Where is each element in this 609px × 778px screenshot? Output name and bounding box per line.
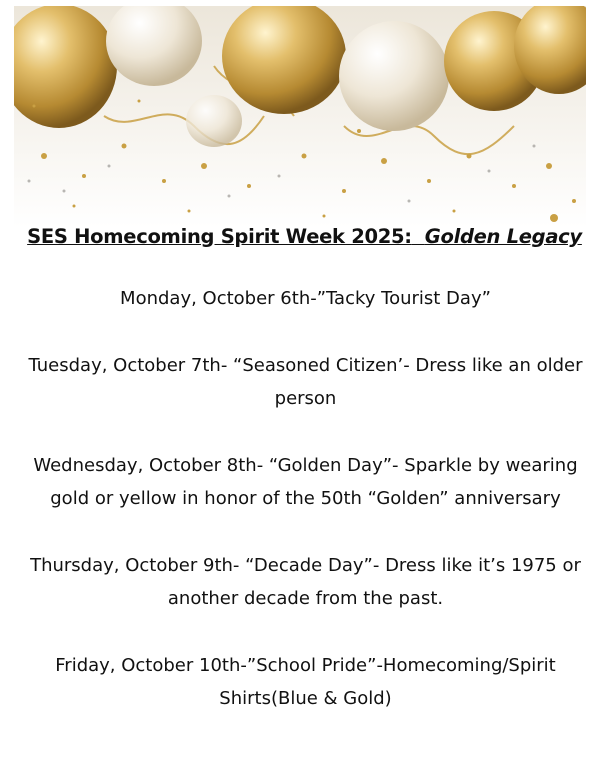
schedule-day-friday: Friday, October 10th-”School Pride”-Homecoming/Spirit Shirts(Blue & Gold) — [55, 655, 556, 709]
schedule-day-monday: Monday, October 6th-”Tacky Tourist Day” — [120, 288, 491, 309]
schedule-day-tuesday: Tuesday, October 7th- “Seasoned Citizen’- Dress like an older person — [28, 355, 583, 409]
spirit-week-schedule — [18, 282, 593, 749]
title-theme: Golden Legacy — [424, 225, 582, 248]
balloon-banner-image — [14, 6, 586, 228]
schedule-day-wednesday: Wednesday, October 8th- “Golden Day”- Sparkle by wearing gold or yellow in honor of the 50th “Golden” anniversary — [33, 455, 578, 509]
title-main: SES Homecoming Spirit Week 2025: — [27, 225, 412, 248]
page-title — [0, 225, 609, 248]
gold-balloons-illustration — [14, 6, 586, 228]
schedule-day-thursday: Thursday, October 9th- “Decade Day”- Dress like it’s 1975 or another decade from the past. — [30, 555, 581, 609]
